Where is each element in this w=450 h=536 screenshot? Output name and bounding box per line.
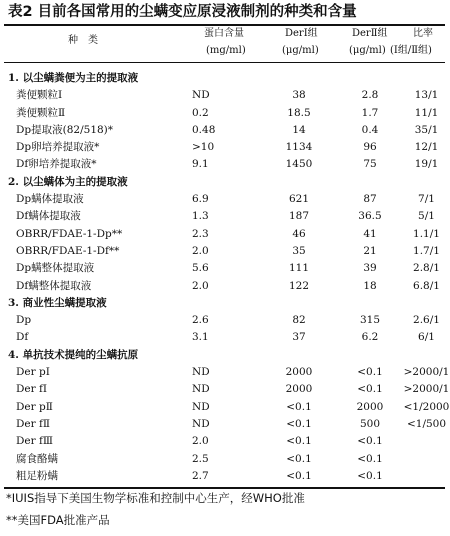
table-row	[4, 260, 445, 277]
cell-ratio: 2.8/1	[413, 262, 440, 275]
cell-kind: OBRR/FDAE-1-Df**	[16, 244, 120, 257]
table-row	[4, 329, 445, 346]
cell-protein: 9.1	[192, 158, 209, 171]
table-row	[4, 381, 450, 398]
cell-protein: >10	[192, 141, 215, 154]
cell-kind: Dp	[16, 314, 32, 327]
header-protein-unit: (mg/ml)	[206, 45, 246, 56]
cell-kind: Dp螨体提取液	[16, 193, 84, 206]
cell-protein: 2.0	[192, 435, 209, 448]
cell-protein: 2.0	[192, 279, 209, 292]
header-der1: DerⅠ组	[285, 28, 318, 39]
table-row	[4, 468, 445, 485]
cell-ratio: 1.1/1	[413, 227, 440, 240]
cell-der1: 111	[288, 262, 310, 275]
cell-der1: 1134	[285, 141, 313, 154]
cell-kind: Der pⅡ	[16, 400, 53, 413]
cell-protein: 6.9	[192, 193, 209, 206]
cell-der1: 37	[292, 331, 306, 344]
cell-der2: <0.1	[357, 366, 383, 379]
cell-protein: 2.0	[192, 244, 209, 257]
table-row	[4, 191, 445, 208]
cell-der2: 39	[363, 262, 377, 275]
header-ratio: 比率	[413, 28, 433, 39]
cell-ratio: 7/1	[418, 193, 435, 206]
section-title: 1. 以尘螨粪便为主的提取液	[8, 72, 139, 84]
cell-der1: 38	[292, 89, 306, 102]
table-title: 表2 目前各国常用的尘螨变应原浸液制剂的种类和含量	[8, 4, 357, 20]
cell-kind: 粪便颗粒Ⅰ	[16, 89, 63, 102]
cell-protein: ND	[192, 417, 210, 430]
cell-der2: 41	[363, 227, 377, 240]
cell-der1: 122	[288, 279, 310, 292]
cell-protein: 2.6	[192, 314, 209, 327]
section-title: 4. 单抗技术提纯的尘螨抗原	[8, 348, 139, 361]
cell-der2: <0.1	[357, 469, 383, 482]
cell-kind: 粪便颗粒Ⅱ	[16, 106, 66, 119]
cell-kind: 粗足粉螨	[16, 469, 58, 482]
cell-der2: 2.8	[361, 89, 379, 102]
cell-der2: <0.1	[357, 452, 383, 465]
cell-der2: 1.7	[361, 106, 379, 119]
cell-der1: 2000	[285, 366, 313, 379]
cell-der1: 2000	[285, 383, 313, 396]
cell-kind: Dp螨整体提取液	[16, 262, 95, 275]
table-row	[4, 243, 445, 260]
cell-der2: 87	[363, 193, 377, 206]
cell-protein: ND	[192, 400, 210, 413]
cell-kind: Der pⅠ	[16, 366, 50, 379]
cell-der1: 14	[292, 123, 306, 136]
table-row	[4, 433, 445, 450]
cell-ratio: >2000/1	[403, 383, 450, 396]
header-der2-unit: (μg/ml)	[349, 45, 386, 56]
cell-ratio: 35/1	[414, 123, 439, 136]
cell-der2: <0.1	[357, 383, 383, 396]
cell-der1: 187	[288, 210, 310, 223]
footnote-2: **美国FDA批准产品	[6, 513, 110, 527]
table-row	[4, 278, 445, 295]
cell-kind: Df螨整体提取液	[16, 279, 92, 292]
cell-kind: Der fⅢ	[16, 435, 54, 448]
cell-ratio: >2000/1	[403, 366, 450, 379]
section-row	[4, 174, 445, 191]
cell-der2: 0.4	[361, 123, 379, 136]
cell-kind: Dp提取液(82/518)*	[16, 123, 114, 136]
cell-ratio: 12/1	[414, 141, 439, 154]
bottom-rule	[4, 487, 445, 489]
cell-protein: 3.1	[192, 331, 209, 344]
cell-der1: 621	[288, 193, 310, 206]
top-rule	[4, 24, 445, 26]
cell-der2: 75	[363, 158, 377, 171]
section-row	[4, 347, 445, 364]
cell-der1: 18.5	[287, 106, 311, 119]
cell-ratio: 1.7/1	[413, 244, 440, 257]
cell-ratio: 19/1	[414, 158, 439, 171]
cell-ratio: 11/1	[414, 106, 439, 119]
cell-protein: 2.7	[192, 469, 209, 482]
header-ratio-unit: (Ⅰ组/Ⅱ组)	[390, 45, 432, 56]
header-der2: DerⅡ组	[352, 28, 388, 39]
table-row	[4, 139, 445, 156]
cell-der2: 96	[363, 141, 377, 154]
cell-protein: 5.6	[192, 262, 209, 275]
cell-der1: <0.1	[286, 452, 312, 465]
cell-der2: 500	[359, 417, 381, 430]
cell-der2: 6.2	[361, 331, 379, 344]
cell-der2: 315	[359, 314, 381, 327]
cell-kind: Df螨体提取液	[16, 210, 81, 223]
table-row	[4, 105, 445, 122]
cell-protein: ND	[192, 89, 210, 102]
cell-protein: ND	[192, 366, 210, 379]
table-row	[4, 208, 445, 225]
footnote-1: *IUIS指导下美国生物学标准和控制中心生产，经WHO批准	[6, 491, 305, 505]
header-rule	[4, 62, 445, 63]
cell-der2: 2000	[356, 400, 384, 413]
cell-der2: <0.1	[357, 435, 383, 448]
header-protein: 蛋白含量	[204, 28, 244, 39]
cell-der2: 18	[363, 279, 377, 292]
cell-der1: <0.1	[286, 469, 312, 482]
table-row	[4, 416, 445, 433]
cell-kind: 腐食酪螨	[16, 452, 58, 465]
cell-der1: <0.1	[286, 417, 312, 430]
cell-ratio: 5/1	[418, 210, 435, 223]
cell-protein: 0.2	[192, 106, 209, 119]
cell-der1: 82	[292, 314, 306, 327]
table-row	[4, 364, 450, 381]
cell-ratio: <1/2000	[403, 400, 450, 413]
cell-protein: 1.3	[192, 210, 209, 223]
cell-der1: <0.1	[286, 435, 312, 448]
table-row	[4, 226, 445, 243]
table-row	[4, 399, 450, 416]
cell-protein: 2.3	[192, 227, 209, 240]
header-kind: 种 类	[68, 35, 98, 46]
cell-protein: 0.48	[192, 123, 216, 136]
data-table	[4, 70, 450, 485]
section-row	[4, 295, 445, 312]
cell-der1: <0.1	[286, 400, 312, 413]
cell-kind: Df卵培养提取液*	[16, 158, 97, 171]
cell-protein: ND	[192, 383, 210, 396]
cell-ratio: 13/1	[414, 89, 439, 102]
cell-der1: 46	[292, 227, 306, 240]
cell-der2: 36.5	[358, 210, 382, 223]
cell-der2: 21	[363, 244, 377, 257]
cell-ratio: <1/500	[406, 417, 447, 430]
cell-protein: 2.5	[192, 452, 209, 465]
header-der1-unit: (μg/ml)	[282, 45, 319, 56]
cell-ratio: 2.6/1	[413, 314, 440, 327]
cell-ratio: 6/1	[418, 331, 435, 344]
table-row	[4, 312, 445, 329]
section-title: 3. 商业性尘螨提取液	[8, 296, 107, 309]
table-row	[4, 122, 445, 139]
cell-der1: 1450	[285, 158, 313, 171]
cell-kind: Der fⅠ	[16, 383, 48, 396]
table-row	[4, 87, 445, 104]
table-row	[4, 156, 445, 173]
cell-ratio: 6.8/1	[413, 279, 440, 292]
section-title: 2. 以尘螨体为主的提取液	[8, 175, 128, 188]
cell-kind: Der fⅡ	[16, 417, 51, 430]
table-row	[4, 451, 445, 468]
section-row	[4, 70, 445, 87]
cell-kind: Dp卵培养提取液*	[16, 141, 100, 154]
cell-kind: Df	[16, 331, 29, 344]
cell-der1: 35	[292, 244, 306, 257]
cell-kind: OBRR/FDAE-1-Dp**	[16, 227, 123, 240]
